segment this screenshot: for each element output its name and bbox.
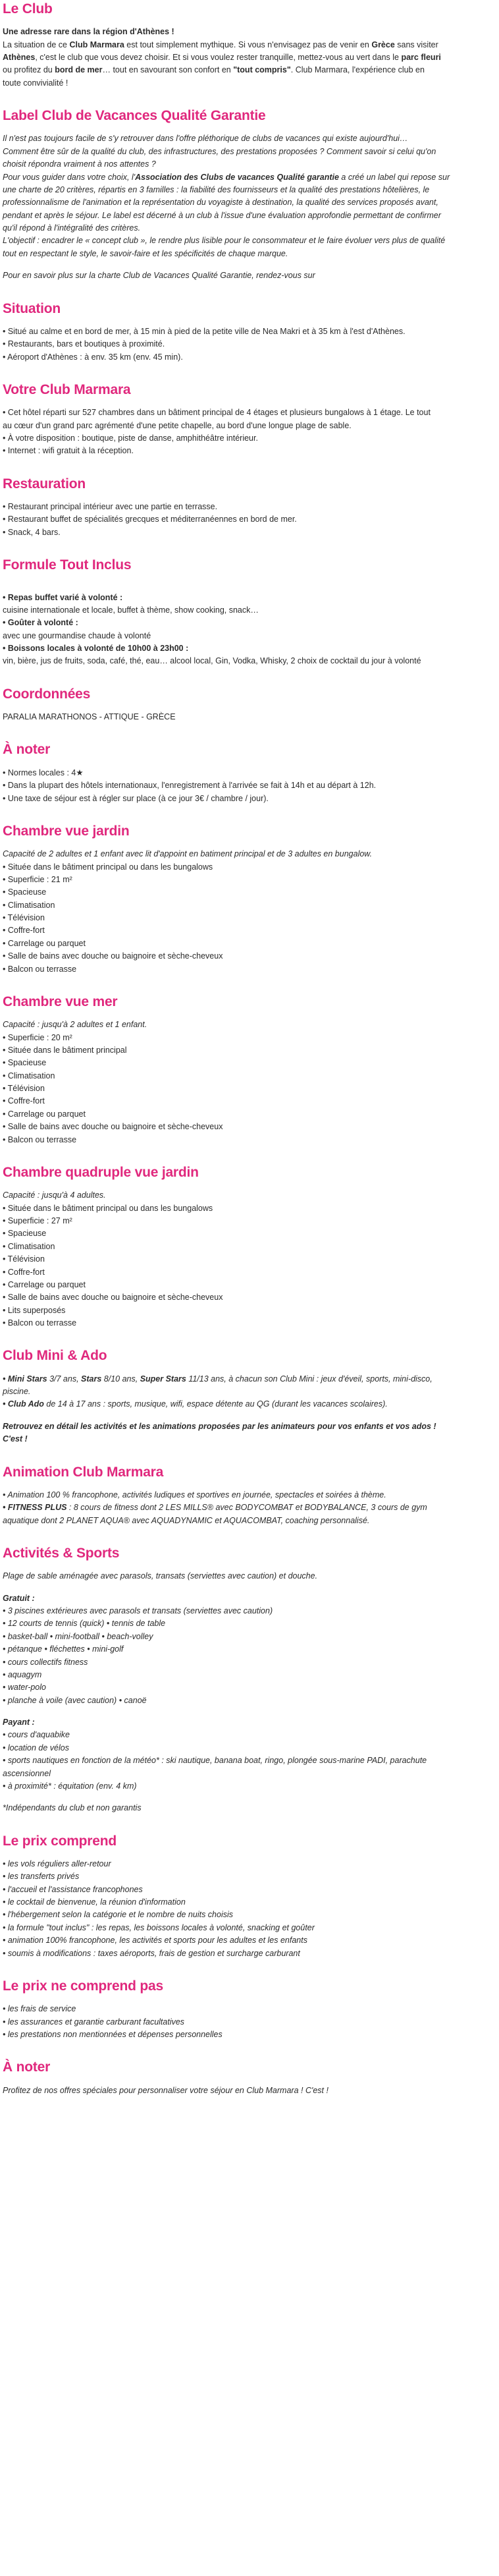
section-title: Situation [3,300,61,316]
list-item: • Restaurant buffet de spécialités grecques et méditerranéennes en bord de mer. [3,515,297,524]
text: Pour vous guider dans votre choix, l' [3,172,136,182]
section-title: Formule Tout Inclus [3,557,132,573]
list-item: • Internet : wifi gratuit à la réception. [3,446,134,456]
text: sans visiter [394,40,438,49]
section-restauration [3,475,495,539]
text: a créé un label qui repose sur [338,172,450,182]
text: 11/13 ans, à chacun son Club Mini : jeux d'éveil, sports, mini-disco, [186,1374,433,1384]
list-item: • soumis à modifications : taxes aéroports, frais de gestion et surcharge carburant [3,1948,300,1958]
bold-text: Super Stars [140,1374,186,1384]
text: piscine. [3,1387,31,1397]
list-item: • cours d'aquabike [3,1730,70,1740]
list-item: • Située dans le bâtiment principal [3,1045,127,1055]
section-coordonnees [3,685,495,724]
chambre-quad-list [3,1202,495,1330]
section-formule [3,556,495,668]
list-item: • Normes locales : 4★ [3,768,84,777]
bold-text: • Repas buffet varié à volonté : [3,592,123,602]
section-title: Label Club de Vacances Qualité Garantie [3,108,266,124]
section-a-noter-2 [3,2058,495,2097]
bold-text: "tout compris" [233,65,291,75]
text-line [3,51,495,64]
list-item: • Télévision [3,913,45,923]
list-item: • Carrelage ou parquet [3,938,86,948]
list-item: • Balcon ou terrasse [3,964,77,974]
section-prix-comprend [3,1832,495,1960]
section-title: Le prix comprend [3,1833,117,1849]
text-line [3,196,495,209]
bold-text: • Club Ado [3,1399,44,1409]
section-title: Chambre vue jardin [3,823,130,839]
section-title: Animation Club Marmara [3,1464,164,1480]
text: qu'il répond à l'intégralité des critères. [3,223,141,233]
text: La situation de ce [3,40,70,49]
text: toute convivialité ! [3,78,68,88]
section-title: À noter [3,2059,51,2075]
room-capacity: Capacité : jusqu'à 2 adultes et 1 enfant. [3,1020,147,1030]
list-item: • à proximité* : équitation (env. 4 km) [3,1781,137,1791]
list-item: • Carrelage ou parquet [3,1109,86,1119]
gratuit-list [3,1605,495,1707]
section-situation [3,300,495,364]
text: professionnalisme de l'animation et la représentation du voyagiste à destination, la qualité des services proposés avant, [3,198,438,208]
list-item: • Restaurants, bars et boutiques à proximité. [3,339,165,349]
bold-text: Stars [81,1374,102,1384]
text-line [3,1515,495,1527]
text-line [3,248,495,260]
section-label [3,107,495,282]
section-le-club [3,0,495,90]
section-chambre-quadruple [3,1163,495,1330]
list-item: • Coffre-fort [3,1267,45,1277]
text: , c'est le club que vous devez choisir. Et si vous voulez rester tranquille, mettez-vous au vert dans le [35,53,402,63]
text-line [3,1386,495,1398]
chambre-jardin-list [3,861,495,976]
list-item: • la formule "tout inclus" : les repas, les boissons locales à volonté, snacking et goûter [3,1922,315,1932]
club-mini-note: Retrouvez en détail les activités et les animations proposées par les animateurs pour vos enfants et vos ados ! [3,1421,436,1431]
address: PARALIA MARATHONOS - ATTIQUE - GRÈCE [3,712,176,722]
gratuit-label: Gratuit : [3,1593,35,1603]
votre-club-list [3,406,495,458]
label-intro [3,132,495,171]
room-capacity: Capacité de 2 adultes et 1 enfant avec lit d'appoint en batiment principal et de 3 adultes en bungalow. [3,849,373,859]
text: ou profitez du [3,65,55,75]
section-a-noter [3,741,495,804]
list-item: • Climatisation [3,900,55,910]
text-line: Comment être sûr de la qualité du club, des infrastructures, des prestations proposées ? Comment savoir si celui qu'on [3,146,436,156]
text-line [3,592,495,604]
list-item: • sports nautiques en fonction de la météo* : ski nautique, banana boat, ringo, plongée sous-marine PADI, parachute [3,1756,427,1766]
list-item: • Balcon ou terrasse [3,1318,77,1328]
text: une charte de 20 critères, répartis en 3 familles : la fiabilité des fournisseurs et la qualité des prestations hôtelières, le [3,184,430,194]
list-item: • l'accueil et l'assistance francophones [3,1884,143,1894]
list-item: • water-polo [3,1683,46,1693]
club-mini-note-2: C'est ! [3,1434,28,1444]
list-item: • Salle de bains avec douche ou baignoire et sèche-cheveux [3,1293,223,1302]
list-item: • Balcon ou terrasse [3,1134,77,1144]
list-item: • les transferts privés [3,1872,80,1882]
text: avec une gourmandise chaude à volonté [3,630,151,640]
list-item: • cours collectifs fitness [3,1657,88,1667]
text: • Animation 100 % francophone, activités ludiques et sportives en journée, spectacles et soirées à thème. [3,1490,386,1499]
list-item: • Télévision [3,1254,45,1264]
text-line [3,77,495,90]
list-item: • Dans la plupart des hôtels internationaux, l'enregistrement à l'arrivée se fait à 14h et au départ à 12h. [3,781,377,791]
section-title: Activités & Sports [3,1545,120,1561]
text-line [3,222,495,235]
list-item: • Spacieuse [3,1229,47,1239]
section-title: Le Club [3,1,53,16]
list-item: • Situé au calme et en bord de mer, à 15 min à pied de la petite ville de Nea Makri et à 35 km à l'est d'Athènes. [3,326,406,336]
text-line [3,1501,495,1514]
list-item: • Carrelage ou parquet [3,1279,86,1289]
list-item: • Salle de bains avec douche ou baignoire et sèche-cheveux [3,951,223,961]
bold-text: • Goûter à volonté : [3,618,78,628]
chambre-mer-list [3,1032,495,1146]
text-line [3,64,495,76]
list-item: • Télévision [3,1084,45,1094]
list-item: • Superficie : 21 m² [3,874,72,884]
text-line: Il n'est pas toujours facile de s'y retrouver dans l'offre pléthorique de clubs de vacances qui existe aujourd'hui… [3,134,408,144]
section-chambre-jardin [3,822,495,976]
text: aquatique dont 2 PLANET AQUA® avec AQUADYNAMIC et AQUACOMBAT, coaching personnalisé. [3,1515,370,1525]
list-item: • 12 courts de tennis (quick) • tennis de table [3,1619,166,1629]
text: : 8 cours de fitness dont 2 LES MILLS® avec BODYCOMBAT et BODYBALANCE, 3 cours de gym [66,1503,427,1513]
list-item: • Coffre-fort [3,926,45,936]
list-item: • animation 100% francophone, les activités et sports pour les adultes et les enfants [3,1936,307,1946]
text-line [3,617,495,629]
text: . Club Marmara, l'expérience club en [290,65,425,75]
list-item: • les frais de service [3,2004,76,2014]
section-votre-club [3,381,495,458]
list-item: • Climatisation [3,1071,55,1080]
bold-text: bord de mer [55,65,103,75]
text-line [3,642,495,655]
club-description [3,39,495,90]
section-title: Coordonnées [3,686,91,702]
section-activites [3,1544,495,1815]
text: 3/7 ans, [47,1374,82,1384]
section-title: Club Mini & Ado [3,1348,107,1364]
list-item: • les vols réguliers aller-retour [3,1859,111,1868]
animation-description [3,1489,495,1527]
list-item: • les assurances et garantie carburant facultatives [3,2017,185,2027]
room-capacity: Capacité : jusqu'à 4 adultes. [3,1190,106,1200]
text: 8/10 ans, [101,1374,140,1384]
list-item: • Restaurant principal intérieur avec une partie en terrasse. [3,502,218,512]
bold-text: • Mini Stars [3,1374,47,1384]
text: vin, bière, jus de fruits, soda, café, thé, eau… alcool local, Gin, Vodka, Whisky, 2 choix de cocktail du jour à volonté [3,656,421,666]
list-item: • Située dans le bâtiment principal ou dans les bungalows [3,1203,213,1213]
prix-ne-comprend-list [3,2003,495,2041]
label-details [3,171,495,261]
list-item: • basket-ball • mini-football • beach-volley [3,1631,153,1641]
list-item: • Spacieuse [3,887,47,897]
text-line [3,604,495,617]
section-prix-ne-comprend [3,1977,495,2041]
payant-list [3,1729,495,1793]
list-item: • Lits superposés [3,1305,66,1315]
list-item: • Cet hôtel réparti sur 527 chambres dans un bâtiment principal de 4 étages et plusieurs bungalows à 1 étage. Le tout [3,408,431,418]
a-noter-list [3,767,495,805]
text-line [3,1398,495,1411]
bold-text: • Boissons locales à volonté de 10h00 à 23h00 : [3,644,189,654]
list-item: • pétanque • fléchettes • mini-golf [3,1644,124,1654]
text: de 14 à 17 ans : sports, musique, wifi, espace détente au QG (durant les vacances scolaires). [43,1399,388,1409]
list-item: • Une taxe de séjour est à régler sur place (à ce jour 3€ / chambre / jour). [3,793,269,803]
text-line [3,39,495,51]
offers-note: Profitez de nos offres spéciales pour personnaliser votre séjour en Club Marmara ! C'est ! [3,2085,328,2095]
list-item: • Superficie : 27 m² [3,1216,72,1226]
list-item: • Snack, 4 bars. [3,527,61,537]
list-item: • l'hébergement selon la catégorie et le nombre de nuits choisis [3,1910,234,1920]
text-line [3,655,495,667]
section-title: Le prix ne comprend pas [3,1978,163,1994]
text-line [3,1489,495,1501]
list-item: • planche à voile (avec caution) • canoë [3,1695,147,1705]
text-line [3,184,495,196]
situation-list [3,325,495,364]
list-item: • Superficie : 20 m² [3,1032,72,1042]
section-club-mini [3,1347,495,1445]
text-line [3,1373,495,1386]
text-line [3,630,495,642]
list-item: • Aéroport d'Athènes : à env. 35 km (env. 45 min). [3,352,183,362]
text-line [3,210,495,222]
list-item: • Coffre-fort [3,1096,45,1106]
list-item: • Salle de bains avec douche ou baignoire et sèche-cheveux [3,1122,223,1132]
bold-text: parc fleuri [401,53,441,63]
section-chambre-mer [3,993,495,1146]
list-item: • location de vélos [3,1743,69,1752]
beach-info: Plage de sable aménagée avec parasols, transats (serviettes avec caution) et douche. [3,1571,318,1581]
list-item: ascensionnel [3,1768,51,1778]
tagline: Une adresse rare dans la région d'Athènes ! [3,27,174,37]
bold-text: Athènes [3,53,36,63]
section-title: Votre Club Marmara [3,382,131,398]
bold-text: Association des Clubs de vacances Qualité garantie [135,172,339,182]
section-title: Chambre vue mer [3,994,118,1009]
text: pendant et après le séjour. Le label est décerné à un club à l'issue d'une évaluation approfondie permettant de confirmer [3,210,441,220]
text: … tout en savourant son confort en [102,65,234,75]
bold-text: Club Marmara [69,40,124,49]
bold-text: • FITNESS PLUS [3,1503,67,1513]
label-footer-link-text: Pour en savoir plus sur la charte Club de Vacances Qualité Garantie, rendez-vous sur [3,271,315,281]
list-item: • Située dans le bâtiment principal ou dans les bungalows [3,862,213,872]
list-item: • Climatisation [3,1241,55,1251]
independence-note: *Indépendants du club et non garantis [3,1803,142,1813]
club-mini-description [3,1373,495,1411]
list-item: • À votre disposition : boutique, piste de danse, amphithéâtre intérieur. [3,434,258,443]
list-item: • le cocktail de bienvenue, la réunion d'information [3,1897,186,1907]
restauration-list [3,501,495,539]
section-title: À noter [3,742,51,758]
section-title: Chambre quadruple vue jardin [3,1164,199,1180]
list-item: au cœur d'un grand parc agrémenté d'une petite chapelle, au bord d'une longue plage de sable. [3,420,352,430]
list-item: • aquagym [3,1669,42,1679]
text-line: choisit répondra vraiment à nos attentes ? [3,159,156,169]
text: L'objectif : encadrer le « concept club », le rendre plus lisible pour le consommateur et le faire évoluer vers plus de qualité [3,236,446,246]
formule-list [3,592,495,668]
payant-label: Payant : [3,1718,35,1727]
bold-text: Grèce [371,40,395,49]
list-item: • Spacieuse [3,1058,47,1068]
text: cuisine internationale et locale, buffet à thème, show cooking, snack… [3,605,259,615]
text: tout en respectant le style, le savoir-faire et les spécificités de chaque marque. [3,248,288,258]
section-animation [3,1463,495,1527]
text-line [3,235,495,247]
prix-comprend-list [3,1858,495,1960]
text: est tout simplement mythique. Si vous n'envisagez pas de venir en [124,40,372,49]
section-title: Restauration [3,476,86,491]
list-item: • 3 piscines extérieures avec parasols et transats (serviettes avec caution) [3,1606,273,1616]
text-line [3,171,495,184]
list-item: • les prestations non mentionnées et dépenses personnelles [3,2030,223,2039]
